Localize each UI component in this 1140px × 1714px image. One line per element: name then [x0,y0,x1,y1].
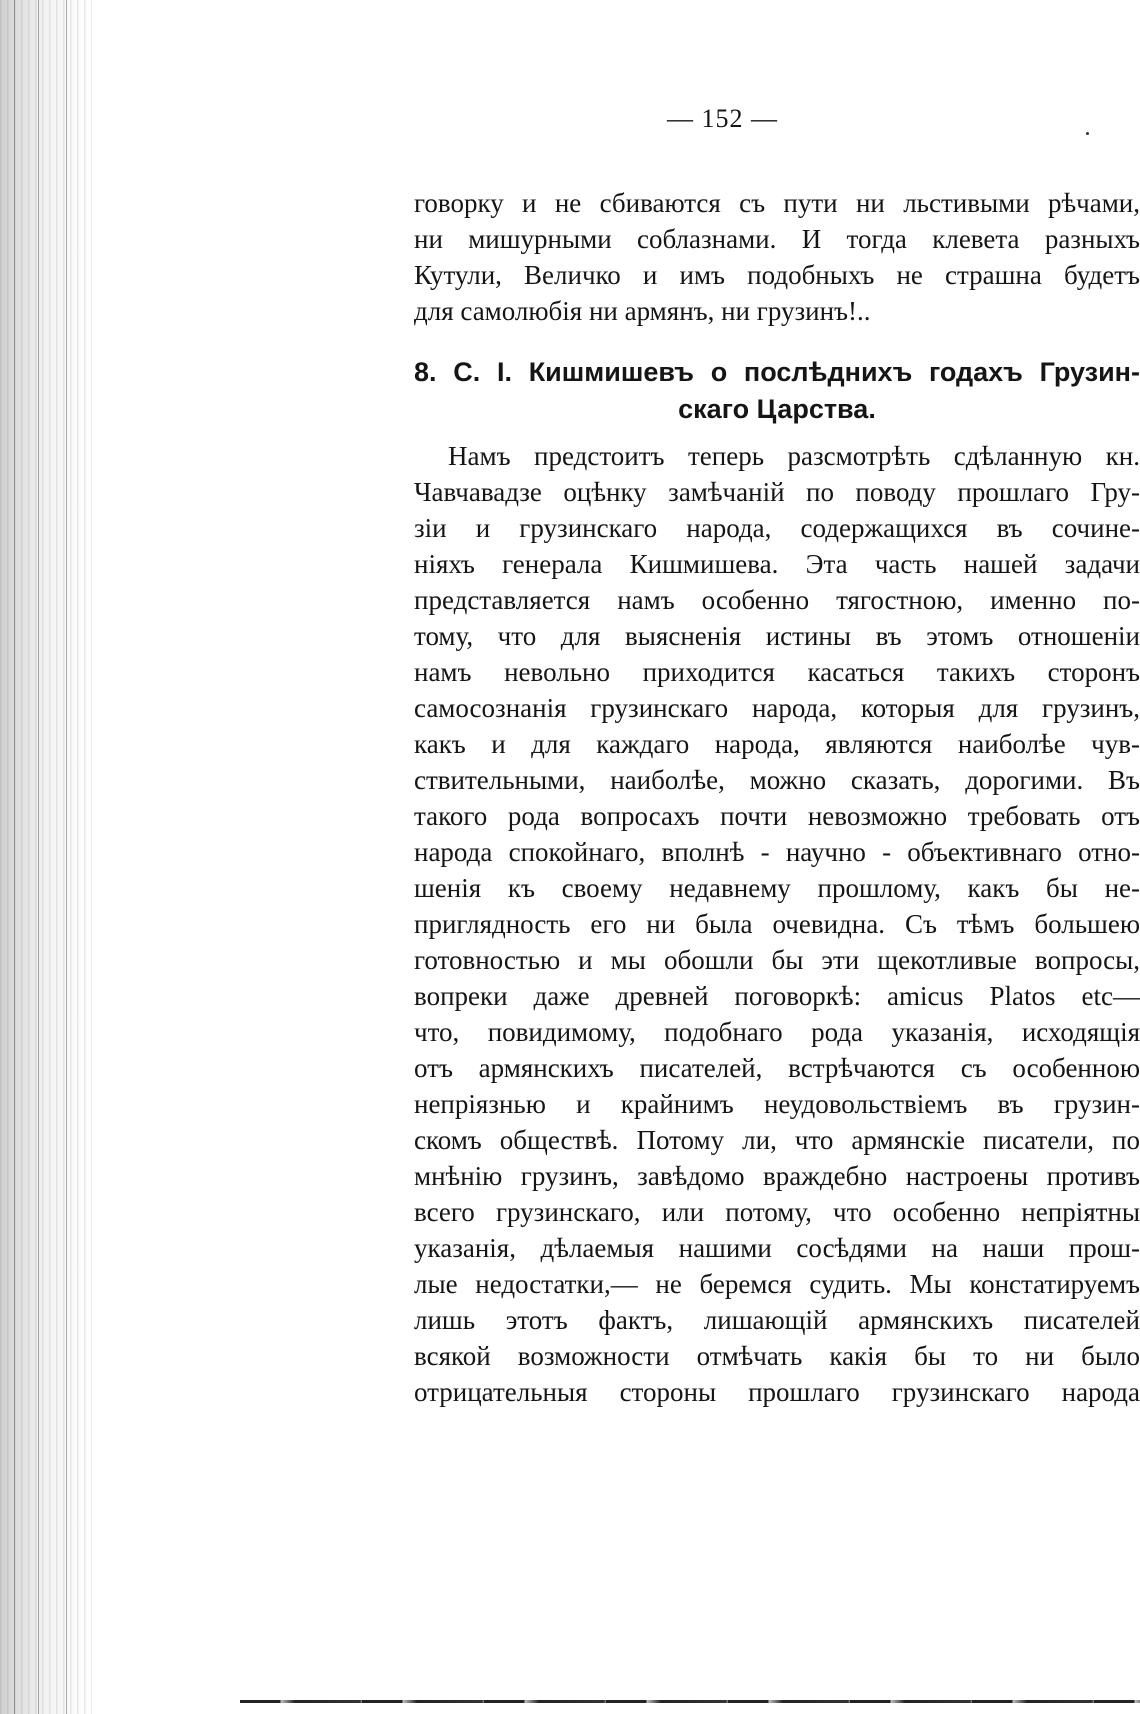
text-line: лишь этотъ фактъ, лишающій армянскихъ писателей [414,1305,1140,1335]
text-line: отрицательныя стороны прошлаго грузинскаго народа [414,1377,1140,1407]
scan-spine-line [66,0,67,1714]
text-line: готовностью и мы обошли бы эти щекотливые вопросы, [414,945,1140,975]
text-line: шенія къ своему недавнему прошлому, какъ бы не- [414,873,1140,903]
body-paragraph [414,438,1140,1410]
text-line: тому, что для выясненія истины въ этомъ отношеніи [414,621,1140,651]
text-line: что, повидимому, подобнаго рода указанія, исходящія [414,1017,1140,1047]
text-line: скомъ обществѣ. Потому ли, что армянскіе писатели, по [414,1125,1140,1155]
text-line: приглядность его ни была очевидна. Съ тѣмъ большею [414,909,1140,939]
text-line: Чавчавадзе оцѣнку замѣчаній по поводу прошлаго Гру- [414,477,1140,507]
page-number: — 152 — [667,104,778,133]
text-line: намъ невольно приходится касаться такихъ сторонъ [414,657,1140,687]
heading-line: 8. С. I. Кишмишевъ о послѣднихъ годахъ Грузин- [414,357,1140,387]
text-line: вопреки даже древней поговоркѣ: amicus Platos etc— [414,981,1140,1011]
intro-paragraph [414,185,1140,329]
text-line: всего грузинскаго, или потому, что особенно непріятны [414,1197,1140,1227]
text-line: всякой возможности отмѣчать какія бы то ни было [414,1341,1140,1371]
text-line: Намъ предстоитъ теперь разсмотрѣть сдѣланную кн. [448,441,1140,471]
text-line: ни мишурными соблазнами. И тогда клевета разныхъ [414,224,1140,254]
text-line: зіи и грузинскаго народа, содержащихся въ сочине- [414,513,1140,543]
text-line: для самолюбія ни армянъ, ни грузинъ!.. [414,296,871,326]
text-line: лые недостатки,— не беремся судить. Мы констатируемъ [414,1269,1140,1299]
text-line: самосознанія грузинскаго народа, которыя для грузинъ, [414,693,1140,723]
text-line: какъ и для каждаго народа, являются наиболѣе чув- [414,729,1140,759]
section-heading [414,354,1140,428]
scan-speck [1086,132,1089,135]
scan-bottom-edge [240,1700,1140,1703]
text-line: Кутули, Величко и имъ подобныхъ не страшна будетъ [414,260,1140,290]
text-line: указанія, дѣлаемыя нашими сосѣдями на наши прош- [414,1233,1140,1263]
scan-spine-line [38,0,39,1714]
text-line: ніяхъ генерала Кишмишева. Эта часть нашей задачи [414,549,1140,579]
heading-line: скаго Царства. [678,394,876,424]
text-line: такого рода вопросахъ почти невозможно требовать отъ [414,801,1140,831]
scan-spine-line [14,0,15,1714]
text-line: непріязнью и крайнимъ неудовольствіемъ въ грузин- [414,1089,1140,1119]
text-line: мнѣнію грузинъ, завѣдомо враждебно настроены противъ [414,1161,1140,1191]
text-line: ствительными, наиболѣе, можно сказать, дорогими. Въ [414,765,1140,795]
text-line: народа спокойнаго, вполнѣ - научно - объективнаго отно- [414,837,1140,867]
text-line: говорку и не сбиваются съ пути ни льстивыми рѣчами, [414,188,1140,218]
text-line: представляется намъ особенно тягостною, именно по- [414,585,1140,615]
text-line: отъ армянскихъ писателей, встрѣчаются съ особенною [414,1053,1140,1083]
